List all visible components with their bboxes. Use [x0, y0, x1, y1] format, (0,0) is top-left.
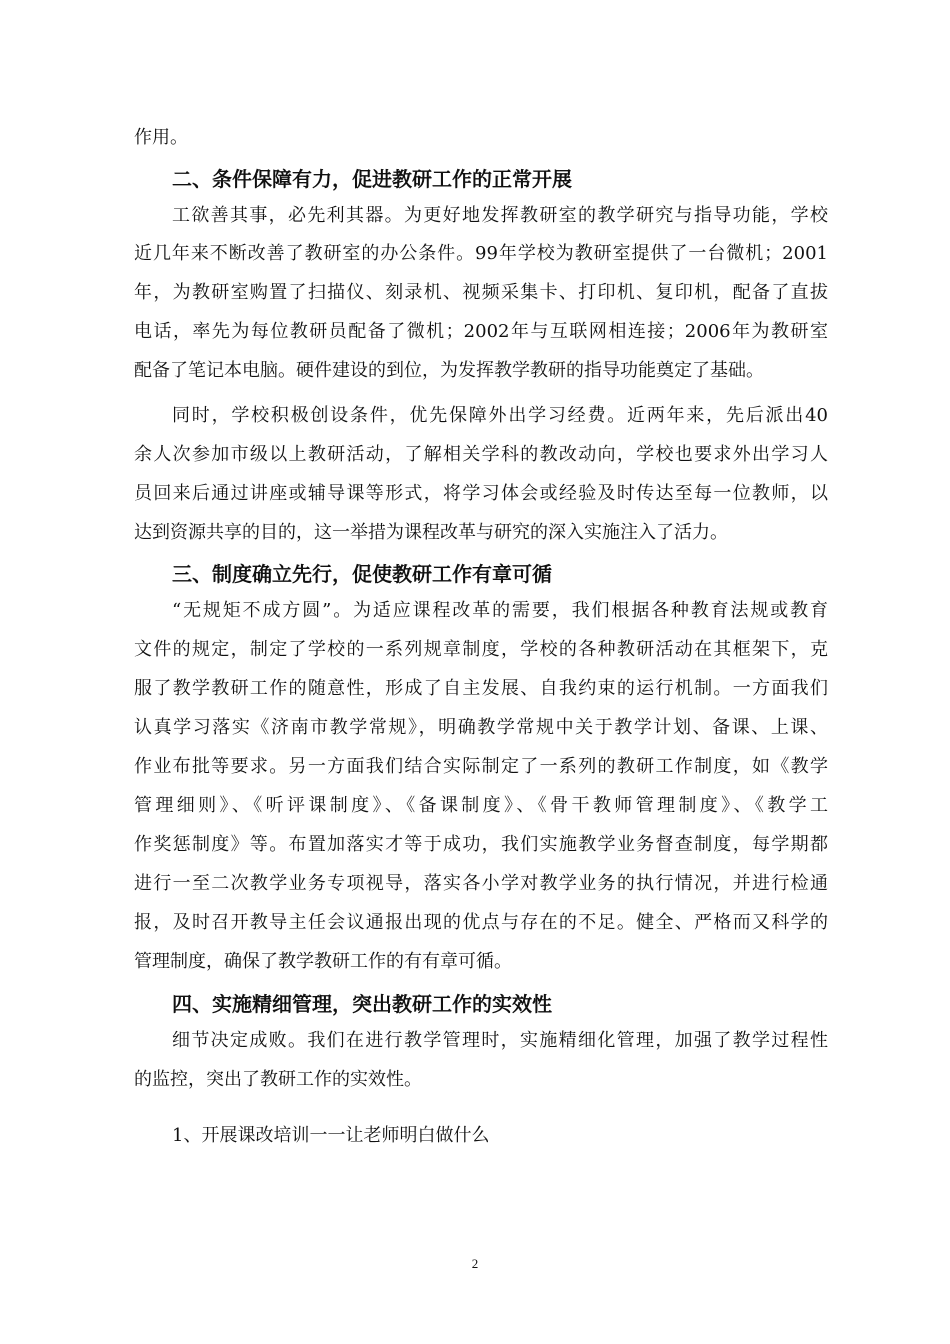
paragraph-line: 的监控，突出了教研工作的实效性。 — [134, 1069, 422, 1090]
paragraph-line: 作业布批等要求。另一方面我们结合实际制定了一系列的教研工作制度，如《教学 — [134, 756, 828, 777]
section-heading-4: 四、实施精细管理，突出教研工作的实效性 — [172, 992, 552, 1016]
paragraph-line: 作用。 — [134, 127, 188, 148]
paragraph-line: 年，为教研室购置了扫描仪、刻录机、视频采集卡、打印机、复印机，配备了直拔 — [134, 282, 828, 303]
paragraph-line: 达到资源共享的目的，这一举措为课程改革与研究的深入实施注入了活力。 — [134, 522, 728, 543]
paragraph-line: 工欲善其事，必先利其器。为更好地发挥教研室的教学研究与指导功能，学校 — [172, 205, 828, 226]
paragraph-line: 服了教学教研工作的随意性，形成了自主发展、自我约束的运行机制。一方面我们 — [134, 678, 828, 699]
paragraph-line: 文件的规定，制定了学校的一系列规章制度，学校的各种教研活动在其框架下，克 — [134, 639, 828, 660]
paragraph-line: 管理细则》、《听评课制度》、《备课制度》、《骨干教师管理制度》、《教学工 — [134, 795, 828, 816]
paragraph-line: 近几年来不断改善了教研室的办公条件。99年学校为教研室提供了一台微机；2001 — [134, 243, 828, 264]
paragraph-line: 同时，学校积极创设条件，优先保障外出学习经费。近两年来，先后派出40 — [172, 405, 828, 426]
paragraph-line: “无规矩不成方圆”。为适应课程改革的需要，我们根据各种教育法规或教育 — [172, 600, 828, 621]
paragraph-line: 认真学习落实《济南市教学常规》，明确教学常规中关于教学计划、备课、上课、 — [134, 717, 828, 738]
paragraph-line: 报，及时召开教导主任会议通报出现的优点与存在的不足。健全、严格而又科学的 — [134, 912, 828, 933]
page-number: 2 — [471, 1256, 479, 1271]
list-item: 1、开展课改培训一一让老师明白做什么 — [172, 1125, 490, 1146]
section-heading-2: 二、条件保障有力，促进教研工作的正常开展 — [172, 167, 572, 191]
paragraph-line: 配备了笔记本电脑。硬件建设的到位，为发挥教学教研的指导功能奠定了基础。 — [134, 360, 764, 381]
paragraph-line: 员回来后通过讲座或辅导课等形式，将学习体会或经验及时传达至每一位教师，以 — [134, 483, 828, 504]
paragraph-line: 电话，率先为每位教研员配备了微机；2002年与互联网相连接；2006年为教研室 — [134, 321, 828, 342]
paragraph-line: 细节决定成败。我们在进行教学管理时，实施精细化管理，加强了教学过程性 — [172, 1030, 828, 1051]
paragraph-line: 进行一至二次教学业务专项视导，落实各小学对教学业务的执行情况，并进行检通 — [134, 873, 828, 894]
paragraph-line: 管理制度，确保了教学教研工作的有有章可循。 — [134, 951, 512, 972]
paragraph-line: 作奖惩制度》等。布置加落实才等于成功，我们实施教学业务督查制度，每学期都 — [134, 834, 828, 855]
section-heading-3: 三、制度确立先行，促使教研工作有章可循 — [172, 562, 552, 586]
paragraph-line: 余人次参加市级以上教研活动，了解相关学科的教改动向，学校也要求外出学习人 — [134, 444, 828, 465]
